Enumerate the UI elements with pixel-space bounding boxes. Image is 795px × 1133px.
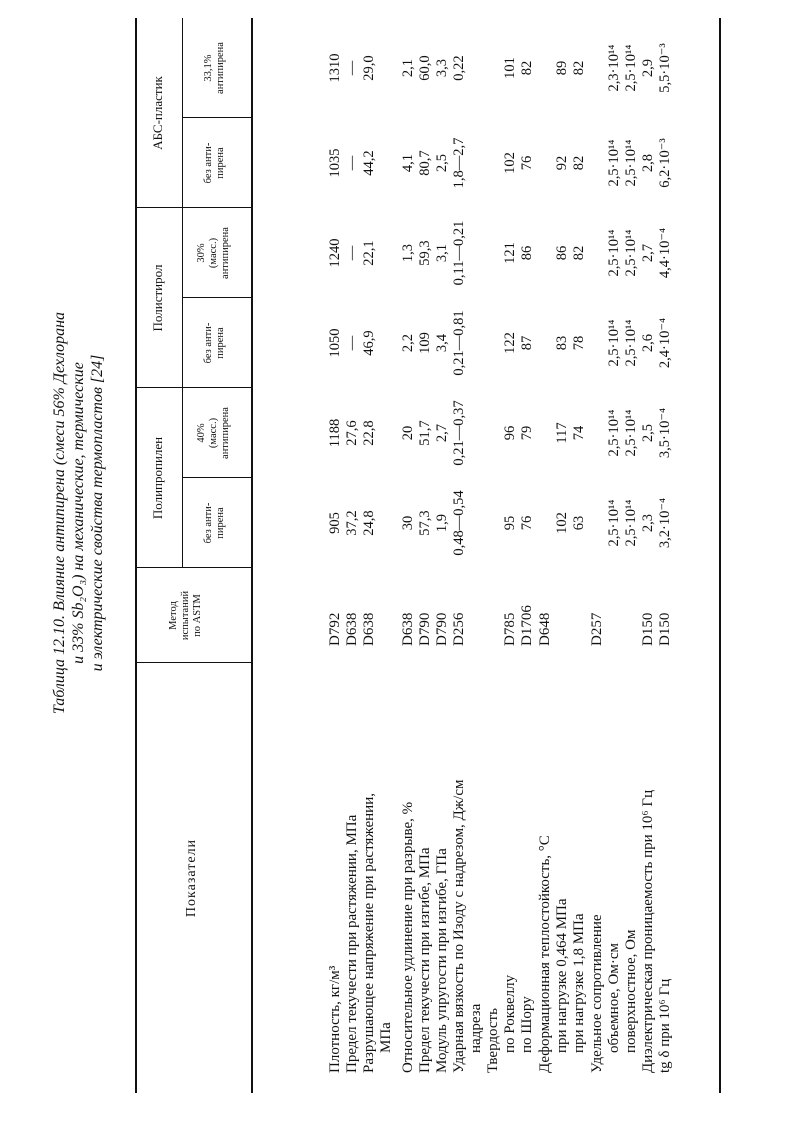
row-value: 0,11—0,21 xyxy=(451,220,467,286)
row-value: 44,2 xyxy=(361,150,377,176)
row-value: 109 xyxy=(417,332,433,354)
row-value: — xyxy=(344,335,360,351)
row-value: 37,2 xyxy=(344,510,360,536)
group-abs: АБС-пластик xyxy=(150,76,165,150)
row-label: Плотность, кг/м³ xyxy=(327,965,343,1073)
row-label: МПа xyxy=(378,1022,394,1053)
row-value: 2,5·10¹⁴ xyxy=(606,139,622,187)
subheader-line: антипирена xyxy=(220,407,231,459)
row-value: 2,5·10¹⁴ xyxy=(606,229,622,277)
row-label: Предел текучести при изгибе, МПа xyxy=(417,847,433,1073)
table-top-rule xyxy=(135,18,137,1093)
row-label: при нагрузке 1,8 МПа xyxy=(571,913,587,1053)
row-value: 96 xyxy=(502,425,518,441)
row-value: 24,8 xyxy=(361,510,377,536)
row-value: 0,48—0,54 xyxy=(451,490,467,556)
row-value: 87 xyxy=(519,335,535,351)
row-value: 1,3 xyxy=(400,243,416,263)
header-method-line: испытаний xyxy=(180,590,191,641)
row-value: 82 xyxy=(571,60,587,76)
row-value: 0,21—0,81 xyxy=(451,310,467,376)
row-value: 1,8—2,7 xyxy=(451,137,467,189)
row-value: 95 xyxy=(502,515,518,531)
row-value: 29,0 xyxy=(361,55,377,81)
subheader-pp-fr xyxy=(196,388,232,478)
row-value: — xyxy=(344,155,360,171)
row-value: 101 xyxy=(502,57,518,79)
caption-line-1: Таблица 12.10. Влияние антипирена (смеси 56% Дехлорана xyxy=(51,311,68,715)
row-value: 83 xyxy=(554,335,570,351)
row-value: 1188 xyxy=(327,418,343,448)
row-method: D790 xyxy=(417,612,433,646)
subheader-abs-plain xyxy=(203,118,227,208)
row-value: 102 xyxy=(554,512,570,534)
caption-line-3: и электрические свойства термопластов [24] xyxy=(89,354,106,672)
row-value: 6,2·10⁻³ xyxy=(657,138,673,188)
subheader-line: (масс.) xyxy=(208,237,219,269)
row-value: 2,7 xyxy=(640,243,656,263)
row-value: 2,5·10¹⁴ xyxy=(606,319,622,367)
row-value: 82 xyxy=(571,155,587,171)
row-value: 2,9 xyxy=(640,58,656,78)
row-value: 1240 xyxy=(327,238,343,268)
row-label: объемное, Ом·см xyxy=(606,942,622,1053)
row-value: 22,8 xyxy=(361,420,377,446)
subheader-line: 30% xyxy=(196,243,207,263)
row-value: 1,9 xyxy=(434,513,450,533)
row-value: 79 xyxy=(519,425,535,441)
subheader-line: 33,1% xyxy=(203,54,214,82)
row-label: по Роквеллу xyxy=(502,974,518,1053)
row-value: 2,5·10¹⁴ xyxy=(606,499,622,547)
row-method: D150 xyxy=(657,612,673,646)
subheader-line: антипирена xyxy=(220,227,231,279)
row-value: 1050 xyxy=(327,328,343,358)
row-method: D256 xyxy=(451,612,467,646)
row-value: 22,1 xyxy=(361,240,377,266)
row-value: 3,2·10⁻⁴ xyxy=(657,497,673,549)
row-method: D1706 xyxy=(519,605,535,646)
subheader-ps-fr xyxy=(196,208,232,298)
row-value: 2,8 xyxy=(640,153,656,173)
row-value: 3,1 xyxy=(434,243,450,263)
subheader-pp-plain xyxy=(203,478,227,568)
header-indicators: Показатели xyxy=(184,838,199,918)
subheader-line: без анти- xyxy=(203,502,214,544)
subheader-line: (масс.) xyxy=(208,417,219,449)
row-value: 82 xyxy=(519,60,535,76)
subheader-line: пирена xyxy=(215,507,226,539)
row-value: 2,3 xyxy=(640,513,656,533)
subheader-abs-fr xyxy=(203,18,227,118)
row-value: 80,7 xyxy=(417,150,433,176)
header-method-line: по ASTM xyxy=(192,594,203,637)
row-value: 2,5·10¹⁴ xyxy=(623,44,639,92)
row-label: Разрушающее напряжение при растяжении, xyxy=(361,793,377,1073)
row-value: 3,5·10⁻⁴ xyxy=(657,407,673,459)
row-value: 59,3 xyxy=(417,240,433,266)
row-value: 60,0 xyxy=(417,55,433,81)
row-value: 63 xyxy=(571,515,587,531)
row-value: 2,6 xyxy=(640,333,656,353)
row-value: 2,4·10⁻⁴ xyxy=(657,317,673,369)
row-method: D638 xyxy=(361,612,377,646)
row-value: 121 xyxy=(502,242,518,264)
caption-line-2: и 33% Sb₂O₃) на механические, термические xyxy=(70,362,87,664)
row-label: поверхностное, Ом xyxy=(623,929,639,1053)
row-method: D257 xyxy=(589,612,605,646)
row-label: Модуль упругости при изгибе, ГПа xyxy=(434,848,450,1073)
row-value: 46,9 xyxy=(361,330,377,356)
row-value: 2,5 xyxy=(434,153,450,173)
row-value: 78 xyxy=(571,335,587,351)
row-value: 51,7 xyxy=(417,420,433,446)
group-polystyrene: Полистирол xyxy=(150,264,165,332)
row-value: 2,1 xyxy=(400,58,416,78)
row-value: 57,3 xyxy=(417,510,433,536)
subheader-line: 40% xyxy=(196,423,207,443)
subheader-line: пирена xyxy=(215,327,226,359)
row-value: 2,3·10¹⁴ xyxy=(606,44,622,92)
row-value: 4,4·10⁻⁴ xyxy=(657,227,673,279)
row-label: надреза xyxy=(468,1003,484,1053)
row-value: 4,1 xyxy=(400,153,416,173)
row-value: 2,7 xyxy=(434,423,450,443)
row-value: 2,5 xyxy=(640,423,656,443)
row-value: 2,5·10¹⁴ xyxy=(623,409,639,457)
header-method xyxy=(168,568,204,663)
row-value: 74 xyxy=(571,425,587,441)
row-value: 905 xyxy=(327,512,343,534)
row-method: D150 xyxy=(640,612,656,646)
row-value: 1035 xyxy=(327,148,343,178)
row-method: D648 xyxy=(537,612,553,646)
row-value: 89 xyxy=(554,60,570,76)
subheader-line: пирена xyxy=(215,147,226,179)
row-value: 76 xyxy=(519,515,535,531)
row-value: 117 xyxy=(554,422,570,444)
row-method: D638 xyxy=(344,612,360,646)
row-value: 30 xyxy=(400,515,416,531)
row-label: Ударная вязкость по Изоду с надрезом, Дж/см xyxy=(451,779,467,1073)
group-rule xyxy=(182,18,183,568)
row-method: D638 xyxy=(400,612,416,646)
row-label: при нагрузке 0,464 МПа xyxy=(554,898,570,1053)
table-caption xyxy=(50,63,107,963)
row-value: 2,2 xyxy=(400,333,416,353)
row-value: 122 xyxy=(502,332,518,354)
row-method: D790 xyxy=(434,612,450,646)
row-label: Удельное сопротивление xyxy=(589,914,605,1073)
row-value: 0,21—0,37 xyxy=(451,400,467,466)
row-value: 3,3 xyxy=(434,58,450,78)
row-label: Предел текучести при растяжении, МПа xyxy=(344,814,360,1073)
row-value: 2,5·10¹⁴ xyxy=(606,409,622,457)
row-method: D792 xyxy=(327,612,343,646)
row-value: 27,6 xyxy=(344,420,360,446)
row-value: 2,5·10¹⁴ xyxy=(623,139,639,187)
row-label: по Шору xyxy=(519,996,535,1053)
row-label: Диэлектрическая проницаемость при 10⁶ Гц xyxy=(640,789,656,1073)
row-value: — xyxy=(344,245,360,261)
row-value: 20 xyxy=(400,425,416,441)
subheader-line: без анти- xyxy=(203,322,214,364)
subheader-line: антипирена xyxy=(215,42,226,94)
row-label: Твердость xyxy=(485,1008,501,1073)
row-value: 1310 xyxy=(327,53,343,83)
row-value: — xyxy=(344,60,360,76)
group-polypropylene: Полипропилен xyxy=(150,436,165,520)
row-label: Деформационная теплостойкость, °С xyxy=(537,835,553,1073)
table-bottom-rule xyxy=(719,18,721,1093)
row-value: 76 xyxy=(519,155,535,171)
row-value: 0,22 xyxy=(451,55,467,81)
subheader-ps-plain xyxy=(203,298,227,388)
header-method-line: Метод xyxy=(168,601,179,630)
row-label: tg δ при 10⁶ Гц xyxy=(657,978,673,1073)
row-label: Относительное удлинение при разрыве, % xyxy=(400,801,416,1073)
row-value: 86 xyxy=(519,245,535,261)
row-value: 2,5·10¹⁴ xyxy=(623,319,639,367)
row-value: 92 xyxy=(554,155,570,171)
row-value: 3,4 xyxy=(434,333,450,353)
row-value: 5,5·10⁻³ xyxy=(657,43,673,93)
subheader-line: без анти- xyxy=(203,142,214,184)
row-value: 86 xyxy=(554,245,570,261)
row-value: 102 xyxy=(502,152,518,174)
row-method: D785 xyxy=(502,612,518,646)
row-value: 2,5·10¹⁴ xyxy=(623,499,639,547)
row-value: 82 xyxy=(571,245,587,261)
row-value: 2,5·10¹⁴ xyxy=(623,229,639,277)
header-bottom-rule xyxy=(251,18,253,1093)
